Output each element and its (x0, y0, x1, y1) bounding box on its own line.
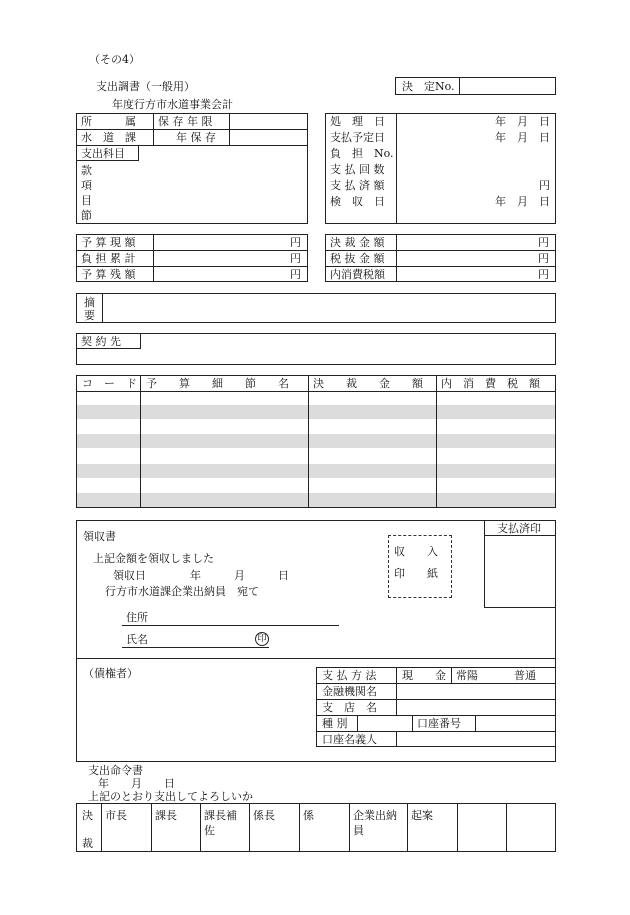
payment-order-question: 上記のとおり支出してよろしいか (88, 790, 253, 803)
processing-row-value: 年 月 日 (495, 131, 550, 144)
approval-role-3: 係長 (253, 809, 275, 822)
account-type-normal: 普通 (514, 669, 536, 682)
budget-divider (153, 234, 154, 282)
approval-role-6: 起案 (411, 809, 433, 822)
decision-number-label: 決 定No. (402, 80, 455, 93)
settlement-row-label: 決 裁 金 額 (330, 236, 385, 249)
cash-option: 現 金 (402, 669, 446, 682)
approval-label-1: 決 (82, 809, 93, 822)
summary-label-2: 要 (84, 309, 95, 322)
address-underline (122, 625, 339, 626)
setsu-label: 節 (81, 209, 92, 222)
approval-divider (299, 803, 300, 852)
contractor-label: 契 約 先 (81, 335, 121, 348)
budget-line (76, 250, 308, 251)
processing-row-label: 負 担 No. (330, 147, 394, 160)
approval-label-2: 裁 (82, 837, 93, 850)
approval-divider (249, 803, 250, 852)
settlement-row-label: 内消費税額 (330, 268, 385, 281)
col-header-code: コ ー ド (82, 377, 137, 390)
fiscal-year-line: 年度行方市水道事業会計 (112, 98, 233, 111)
table-col-line-3 (436, 375, 437, 508)
pay-col-line-2 (451, 667, 452, 683)
settlement-row-label: 税 抜 金 額 (330, 252, 385, 265)
settlement-line-2 (325, 266, 556, 267)
contractor-box (76, 333, 556, 365)
dept-col-line (153, 113, 154, 145)
processing-row-label: 検 収 日 (330, 195, 385, 208)
dept-col-line-2 (229, 113, 230, 145)
approval-divider (101, 803, 102, 852)
table-col-line (140, 375, 141, 508)
pay-col-line-3 (357, 715, 358, 731)
payment-order-date: 年 月 日 (98, 777, 175, 790)
settlement-divider (396, 234, 397, 282)
table-col-line-2 (308, 375, 309, 508)
budget-row-unit: 円 (290, 236, 301, 249)
account-number-label: 口座番号 (417, 717, 461, 730)
approval-role-4: 係 (303, 809, 314, 822)
dept-row-line (76, 129, 308, 130)
settlement-line (325, 250, 556, 251)
budget-row-unit: 円 (290, 252, 301, 265)
approval-divider (457, 803, 458, 852)
revenue-stamp-line-2: 印 紙 (394, 567, 438, 580)
paid-stamp-label: 支払済印 (497, 522, 541, 535)
retention-label: 保 存 年 限 (158, 115, 213, 128)
seal-mark: 印 (255, 632, 269, 646)
processing-divider (396, 113, 397, 224)
budget-line-2 (76, 266, 308, 267)
creditor-label: （債権者） (83, 667, 138, 680)
budget-row-label: 負 担 累 計 (81, 252, 136, 265)
processing-row-label: 支 払 回 数 (330, 163, 385, 176)
payment-order-title: 支出命令書 (88, 764, 143, 777)
summary-divider (102, 293, 103, 323)
decision-divider (459, 77, 460, 95)
payment-method-label: 支 払 方 法 (322, 669, 377, 682)
approval-divider (349, 803, 350, 852)
settlement-row-unit: 円 (538, 252, 549, 265)
pay-col-line-5 (475, 715, 476, 731)
part-number: （その4） (89, 53, 140, 66)
approval-role-5: 企業出納員 (353, 809, 397, 837)
processing-row-value: 円 (539, 179, 550, 192)
pay-line (316, 683, 556, 684)
processing-row-value: 年 月 日 (495, 115, 550, 128)
budget-detail-table (76, 375, 556, 508)
processing-row-label: 支払予定日 (330, 131, 385, 144)
pay-col-line-4 (412, 715, 413, 731)
settlement-row-unit: 円 (538, 268, 549, 281)
approval-divider (200, 803, 201, 852)
col-header-budget-item: 予 算 細 節 名 (146, 377, 289, 390)
pay-line-2 (316, 699, 556, 700)
account-type-label: 種 別 (322, 717, 348, 730)
receipt-line-1: 上記金額を領収しました (93, 552, 214, 565)
summary-box (76, 293, 556, 323)
approval-divider (151, 803, 152, 852)
approval-role-0: 市長 (105, 809, 127, 822)
kan-label: 款 (81, 164, 92, 177)
name-label: 氏名 (126, 633, 148, 646)
processing-row-label: 支 払 済 額 (330, 179, 385, 192)
receipt-title: 領収書 (83, 530, 116, 543)
institution-label: 金融機関名 (322, 685, 377, 698)
summary-label-1: 摘 (84, 296, 95, 309)
approval-role-1: 課長 (155, 809, 177, 822)
col-header-tax: 内 消 費 税 額 (441, 377, 540, 390)
moku-label: 目 (81, 194, 92, 207)
budget-row-label: 予 算 残 額 (81, 268, 136, 281)
approval-role-2: 課長補佐 (204, 809, 237, 837)
settlement-row-unit: 円 (538, 236, 549, 249)
paid-stamp-line (484, 535, 556, 536)
document-title: 支出調書（一般用） (96, 80, 195, 93)
receipt-date-line: 領収日 年 月 日 (113, 569, 289, 582)
expense-subject-label: 支出科目 (81, 147, 125, 160)
processing-row-value: 年 月 日 (495, 195, 550, 208)
budget-row-label: 予 算 現 額 (81, 236, 136, 249)
retention-value: 年 保 存 (176, 131, 216, 144)
revenue-stamp-line-1: 収 入 (394, 545, 438, 558)
address-label: 住所 (126, 611, 148, 624)
pay-col-line-6 (396, 731, 397, 747)
bank-name: 常陽 (456, 669, 478, 682)
approval-divider (407, 803, 408, 852)
pay-col-line (396, 667, 397, 715)
pay-line-3 (316, 715, 556, 716)
department-value: 水 道 課 (81, 131, 136, 144)
branch-label: 支 店 名 (322, 701, 377, 714)
budget-row-unit: 円 (290, 268, 301, 281)
table-header-line (76, 391, 556, 392)
pay-line-4 (316, 731, 556, 732)
receipt-addressee: 行方市水道課企業出納員 宛て (105, 585, 259, 598)
processing-row-label: 処 理 日 (330, 115, 385, 128)
kou-label: 項 (81, 179, 92, 192)
department-label: 所 属 (81, 115, 136, 128)
account-holder-label: 口座名義人 (322, 733, 377, 746)
col-header-amount: 決 裁 金 額 (313, 377, 423, 390)
approval-divider (506, 803, 507, 852)
name-underline (122, 647, 269, 648)
